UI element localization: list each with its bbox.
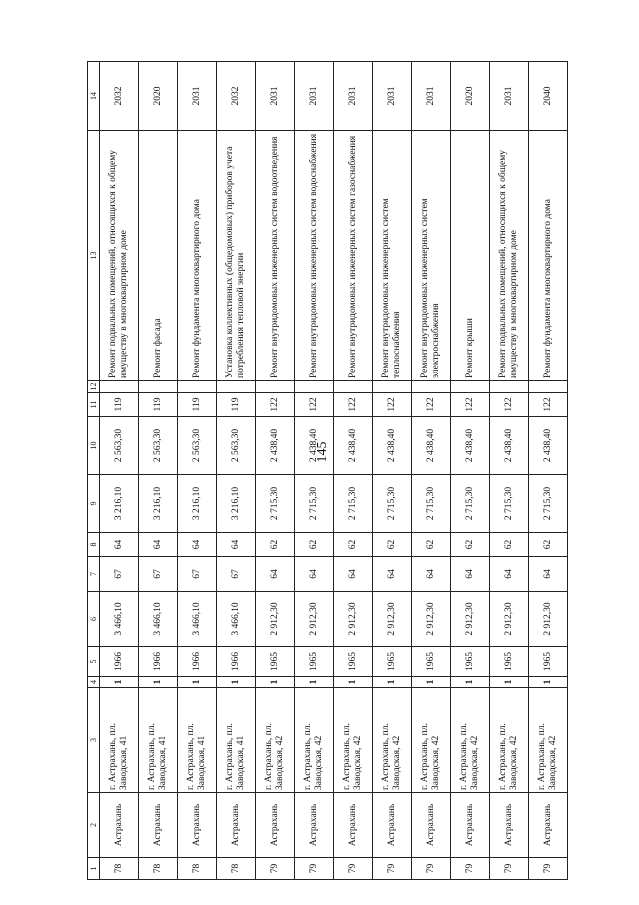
count-cell: 122 <box>256 393 295 417</box>
flag-cell: 1 <box>178 677 217 688</box>
address-cell: г. Астрахань, пл. Заводская, 41 <box>178 688 217 793</box>
count-cell: 64 <box>490 557 529 592</box>
count-cell: 122 <box>334 393 373 417</box>
row-number-cell: 79 <box>451 858 490 880</box>
column-number-header: 8 <box>88 533 100 557</box>
city-cell: Астрахань <box>217 793 256 858</box>
address-cell: г. Астрахань, пл. Заводская, 42 <box>295 688 334 793</box>
total-area-cell: 3 466,10 <box>217 592 256 647</box>
area-cell: 2 438,40 <box>490 417 529 475</box>
address-cell: г. Астрахань, пл. Заводская, 41 <box>100 688 139 793</box>
page-number: 145 <box>315 441 330 463</box>
column-number-header: 7 <box>88 557 100 592</box>
planned-year-cell: 2040 <box>529 62 568 131</box>
table-row <box>100 62 139 880</box>
planned-year-cell: 2020 <box>451 62 490 131</box>
work-type-cell: Ремонт внутридомовых инженерных систем газоснабжения <box>334 131 373 381</box>
area-cell: 2 438,40 <box>451 417 490 475</box>
count-cell: 64 <box>139 533 178 557</box>
flag-cell: 1 <box>529 677 568 688</box>
work-type-cell: Ремонт подвальных помещений, относящихся к общему имуществу в многоквартирном доме <box>100 131 139 381</box>
column-number-header: 2 <box>88 793 100 858</box>
area-cell: 3 216,10 <box>139 475 178 533</box>
empty-cell <box>139 381 178 393</box>
area-cell: 3 216,10 <box>178 475 217 533</box>
empty-cell <box>412 381 451 393</box>
year-cell: 1965 <box>412 647 451 677</box>
column-number-header: 11 <box>88 393 100 417</box>
flag-cell: 1 <box>490 677 529 688</box>
table-row <box>256 62 295 880</box>
city-cell: Астрахань <box>334 793 373 858</box>
work-type-cell: Ремонт крыши <box>451 131 490 381</box>
table-row <box>529 62 568 880</box>
empty-cell <box>256 381 295 393</box>
row-number-cell: 79 <box>295 858 334 880</box>
work-type-cell: Установка коллективных (общедомовых) приборов учета потребления тепловой энергии <box>217 131 256 381</box>
total-area-cell: 2 912,30 <box>412 592 451 647</box>
city-cell: Астрахань <box>529 793 568 858</box>
column-number-header: 4 <box>88 677 100 688</box>
area-cell: 2 563,30 <box>139 417 178 475</box>
area-cell: 3 216,10 <box>217 475 256 533</box>
address-cell: г. Астрахань, пл. Заводская, 42 <box>490 688 529 793</box>
count-cell: 119 <box>100 393 139 417</box>
table-container <box>87 62 558 880</box>
work-type-cell: Ремонт внутридомовых инженерных систем водоотведения <box>256 131 295 381</box>
count-cell: 64 <box>529 557 568 592</box>
city-cell: Астрахань <box>139 793 178 858</box>
address-cell: г. Астрахань, пл. Заводская, 42 <box>334 688 373 793</box>
table-row <box>295 62 334 880</box>
total-area-cell: 2 912,30 <box>451 592 490 647</box>
table-row <box>178 62 217 880</box>
empty-cell <box>295 381 334 393</box>
address-cell: г. Астрахань, пл. Заводская, 41 <box>217 688 256 793</box>
table-row <box>139 62 178 880</box>
flag-cell: 1 <box>334 677 373 688</box>
count-cell: 62 <box>334 533 373 557</box>
city-cell: Астрахань <box>256 793 295 858</box>
count-cell: 122 <box>451 393 490 417</box>
table-row <box>217 62 256 880</box>
total-area-cell: 2 912,30 <box>529 592 568 647</box>
total-area-cell: 2 912,30 <box>373 592 412 647</box>
count-cell: 64 <box>217 533 256 557</box>
table-row <box>334 62 373 880</box>
year-cell: 1965 <box>334 647 373 677</box>
planned-year-cell: 2031 <box>256 62 295 131</box>
count-cell: 122 <box>529 393 568 417</box>
empty-cell <box>100 381 139 393</box>
column-number-header: 1 <box>88 858 100 880</box>
year-cell: 1966 <box>178 647 217 677</box>
area-cell: 2 563,30 <box>217 417 256 475</box>
count-cell: 119 <box>139 393 178 417</box>
year-cell: 1966 <box>139 647 178 677</box>
year-cell: 1966 <box>217 647 256 677</box>
year-cell: 1965 <box>490 647 529 677</box>
planned-year-cell: 2032 <box>100 62 139 131</box>
city-cell: Астрахань <box>178 793 217 858</box>
area-cell: 2 438,40 <box>334 417 373 475</box>
city-cell: Астрахань <box>295 793 334 858</box>
city-cell: Астрахань <box>373 793 412 858</box>
city-cell: Астрахань <box>451 793 490 858</box>
count-cell: 119 <box>217 393 256 417</box>
flag-cell: 1 <box>100 677 139 688</box>
work-type-cell: Ремонт внутридомовых инженерных систем электроснабжения <box>412 131 451 381</box>
area-cell: 2 715,30 <box>451 475 490 533</box>
column-number-header: 6 <box>88 592 100 647</box>
work-type-cell: Ремонт подвальных помещений, относящихся к общему имуществу в многоквартирном доме <box>490 131 529 381</box>
year-cell: 1965 <box>295 647 334 677</box>
flag-cell: 1 <box>451 677 490 688</box>
empty-cell <box>334 381 373 393</box>
count-cell: 62 <box>373 533 412 557</box>
area-cell: 2 715,30 <box>373 475 412 533</box>
year-cell: 1965 <box>256 647 295 677</box>
row-number-cell: 79 <box>373 858 412 880</box>
flag-cell: 1 <box>412 677 451 688</box>
flag-cell: 1 <box>373 677 412 688</box>
flag-cell: 1 <box>217 677 256 688</box>
count-cell: 67 <box>217 557 256 592</box>
count-cell: 62 <box>451 533 490 557</box>
area-cell: 2 715,30 <box>334 475 373 533</box>
total-area-cell: 3 466,10 <box>178 592 217 647</box>
row-number-cell: 79 <box>529 858 568 880</box>
year-cell: 1965 <box>529 647 568 677</box>
empty-cell <box>178 381 217 393</box>
area-cell: 2 715,30 <box>490 475 529 533</box>
planned-year-cell: 2031 <box>295 62 334 131</box>
count-cell: 67 <box>100 557 139 592</box>
area-cell: 2 438,40 <box>412 417 451 475</box>
count-cell: 64 <box>412 557 451 592</box>
count-cell: 119 <box>178 393 217 417</box>
address-cell: г. Астрахань, пл. Заводская, 42 <box>256 688 295 793</box>
total-area-cell: 2 912,30 <box>490 592 529 647</box>
column-number-header: 9 <box>88 475 100 533</box>
planned-year-cell: 2031 <box>490 62 529 131</box>
area-cell: 3 216,10 <box>100 475 139 533</box>
count-cell: 64 <box>178 533 217 557</box>
area-cell: 2 715,30 <box>256 475 295 533</box>
empty-cell <box>373 381 412 393</box>
table-row <box>490 62 529 880</box>
table-header-row <box>88 62 100 880</box>
city-cell: Астрахань <box>490 793 529 858</box>
empty-cell <box>490 381 529 393</box>
column-number-header: 5 <box>88 647 100 677</box>
year-cell: 1965 <box>451 647 490 677</box>
count-cell: 64 <box>100 533 139 557</box>
count-cell: 122 <box>373 393 412 417</box>
area-cell: 2 563,30 <box>100 417 139 475</box>
row-number-cell: 78 <box>217 858 256 880</box>
area-cell: 2 438,40 <box>256 417 295 475</box>
row-number-cell: 79 <box>412 858 451 880</box>
row-number-cell: 79 <box>334 858 373 880</box>
address-cell: г. Астрахань, пл. Заводская, 42 <box>451 688 490 793</box>
count-cell: 64 <box>295 557 334 592</box>
total-area-cell: 2 912,30 <box>334 592 373 647</box>
count-cell: 62 <box>256 533 295 557</box>
area-cell: 2 438,40 <box>295 417 334 475</box>
total-area-cell: 3 466,10 <box>139 592 178 647</box>
count-cell: 62 <box>412 533 451 557</box>
count-cell: 64 <box>334 557 373 592</box>
count-cell: 67 <box>139 557 178 592</box>
address-cell: г. Астрахань, пл. Заводская, 41 <box>139 688 178 793</box>
row-number-cell: 78 <box>178 858 217 880</box>
table-row <box>412 62 451 880</box>
row-number-cell: 79 <box>490 858 529 880</box>
work-type-cell: Ремонт внутридомовых инженерных систем водоснабжения <box>295 131 334 381</box>
empty-cell <box>217 381 256 393</box>
planned-year-cell: 2031 <box>412 62 451 131</box>
row-number-cell: 79 <box>256 858 295 880</box>
work-type-cell: Ремонт внутридомовых инженерных систем теплоснабжения <box>373 131 412 381</box>
planned-year-cell: 2031 <box>334 62 373 131</box>
work-type-cell: Ремонт фасада <box>139 131 178 381</box>
count-cell: 122 <box>295 393 334 417</box>
area-cell: 2 715,30 <box>295 475 334 533</box>
area-cell: 2 563,30 <box>178 417 217 475</box>
work-type-cell: Ремонт фундамента многоквартирного дома <box>529 131 568 381</box>
empty-cell <box>529 381 568 393</box>
row-number-cell: 78 <box>139 858 178 880</box>
city-cell: Астрахань <box>100 793 139 858</box>
address-cell: г. Астрахань, пл. Заводская, 42 <box>412 688 451 793</box>
year-cell: 1966 <box>100 647 139 677</box>
count-cell: 62 <box>529 533 568 557</box>
count-cell: 64 <box>373 557 412 592</box>
area-cell: 2 438,40 <box>529 417 568 475</box>
area-cell: 2 715,30 <box>412 475 451 533</box>
count-cell: 67 <box>178 557 217 592</box>
table-row <box>451 62 490 880</box>
address-cell: г. Астрахань, пл. Заводская, 42 <box>529 688 568 793</box>
column-number-header: 3 <box>88 688 100 793</box>
planned-year-cell: 2031 <box>178 62 217 131</box>
table-row <box>373 62 412 880</box>
area-cell: 2 715,30 <box>529 475 568 533</box>
count-cell: 62 <box>490 533 529 557</box>
city-cell: Астрахань <box>412 793 451 858</box>
column-number-header: 14 <box>88 62 100 131</box>
count-cell: 62 <box>295 533 334 557</box>
total-area-cell: 3 466,10 <box>100 592 139 647</box>
column-number-header: 12 <box>88 382 98 391</box>
flag-cell: 1 <box>295 677 334 688</box>
empty-cell <box>451 381 490 393</box>
housing-repair-table <box>87 61 568 880</box>
count-cell: 122 <box>490 393 529 417</box>
column-number-header: 10 <box>88 417 100 475</box>
area-cell: 2 438,40 <box>373 417 412 475</box>
total-area-cell: 2 912,30 <box>295 592 334 647</box>
work-type-cell: Ремонт фундамента многоквартирного дома <box>178 131 217 381</box>
count-cell: 122 <box>412 393 451 417</box>
total-area-cell: 2 912,30 <box>256 592 295 647</box>
flag-cell: 1 <box>256 677 295 688</box>
planned-year-cell: 2032 <box>217 62 256 131</box>
year-cell: 1965 <box>373 647 412 677</box>
planned-year-cell: 2020 <box>139 62 178 131</box>
count-cell: 64 <box>256 557 295 592</box>
planned-year-cell: 2031 <box>373 62 412 131</box>
address-cell: г. Астрахань, пл. Заводская, 42 <box>373 688 412 793</box>
count-cell: 64 <box>451 557 490 592</box>
rotated-table-frame <box>87 62 558 880</box>
column-number-header: 13 <box>88 131 100 381</box>
row-number-cell: 78 <box>100 858 139 880</box>
flag-cell: 1 <box>139 677 178 688</box>
